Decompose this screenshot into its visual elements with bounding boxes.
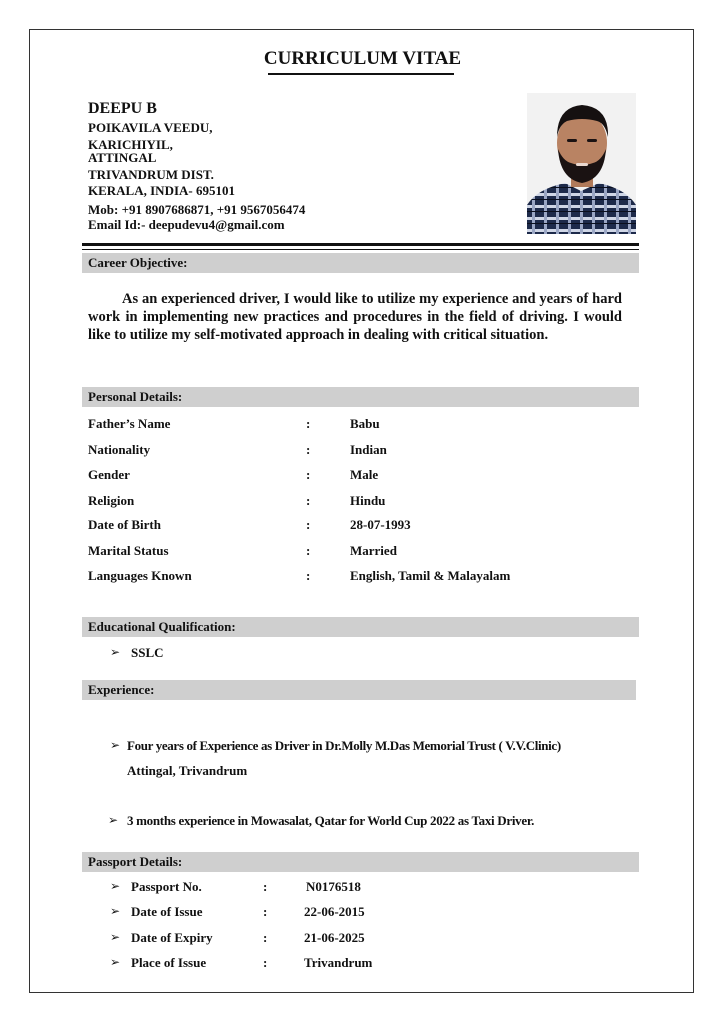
experience-item: 3 months experience in Mowasalat, Qatar for World Cup 2022 as Taxi Driver. bbox=[127, 813, 535, 828]
personal-detail-label: Marital Status bbox=[88, 543, 169, 558]
mobile-numbers: Mob: +91 8907686871, +91 9567056474 bbox=[88, 202, 306, 217]
section-header-personal-details: Personal Details: bbox=[82, 387, 639, 407]
bullet-arrow-icon: ➢ bbox=[110, 955, 121, 969]
address-line: KARICHIYIL, bbox=[88, 137, 173, 152]
personal-detail-label: Nationality bbox=[88, 442, 151, 457]
address-line: ATTINGAL bbox=[88, 150, 157, 165]
bullet-arrow-icon: ➢ bbox=[110, 904, 121, 918]
profile-photo bbox=[527, 93, 636, 234]
bullet-arrow-icon: ➢ bbox=[110, 930, 121, 944]
passport-value: N0176518 bbox=[306, 879, 361, 894]
address-line: TRIVANDRUM DIST. bbox=[88, 167, 214, 182]
personal-detail-value: Indian bbox=[350, 442, 387, 457]
personal-detail-label: Languages Known bbox=[88, 568, 192, 583]
section-header-career-objective: Career Objective: bbox=[82, 253, 639, 273]
bullet-arrow-icon: ➢ bbox=[108, 813, 119, 827]
passport-label: Place of Issue bbox=[131, 955, 207, 970]
personal-detail-label: Father’s Name bbox=[88, 416, 171, 431]
passport-separator: : bbox=[263, 879, 268, 894]
section-header-passport: Passport Details: bbox=[82, 852, 639, 872]
header-divider-thick bbox=[82, 243, 639, 246]
bullet-arrow-icon: ➢ bbox=[110, 738, 121, 752]
experience-item: Four years of Experience as Driver in Dr.Molly M.Das Memorial Trust ( V.V.Clinic) bbox=[127, 738, 561, 753]
section-header-experience: Experience: bbox=[82, 680, 636, 700]
passport-value: Trivandrum bbox=[304, 955, 373, 970]
passport-label: Date of Expiry bbox=[131, 930, 213, 945]
passport-separator: : bbox=[263, 904, 268, 919]
personal-detail-value: Babu bbox=[350, 416, 380, 431]
personal-detail-separator: : bbox=[306, 442, 311, 457]
personal-detail-separator: : bbox=[306, 543, 311, 558]
passport-value: 22-06-2015 bbox=[304, 904, 365, 919]
header-divider-thin bbox=[82, 249, 639, 250]
bullet-arrow-icon: ➢ bbox=[110, 645, 121, 659]
education-item: SSLC bbox=[131, 645, 164, 660]
passport-label: Passport No. bbox=[131, 879, 202, 894]
email-address: Email Id:- deepudevu4@gmail.com bbox=[88, 217, 285, 232]
personal-detail-separator: : bbox=[306, 467, 311, 482]
personal-detail-label: Date of Birth bbox=[88, 517, 161, 532]
personal-detail-label: Gender bbox=[88, 467, 130, 482]
passport-label: Date of Issue bbox=[131, 904, 203, 919]
personal-detail-value: English, Tamil & Malayalam bbox=[350, 568, 511, 583]
candidate-name: DEEPU B bbox=[88, 100, 157, 117]
passport-separator: : bbox=[263, 930, 268, 945]
personal-detail-separator: : bbox=[306, 416, 311, 431]
address-line: POIKAVILA VEEDU, bbox=[88, 120, 213, 135]
personal-detail-separator: : bbox=[306, 568, 311, 583]
personal-detail-value: 28-07-1993 bbox=[350, 517, 411, 532]
personal-detail-separator: : bbox=[306, 517, 311, 532]
bullet-arrow-icon: ➢ bbox=[110, 879, 121, 893]
personal-detail-separator: : bbox=[306, 493, 311, 508]
personal-detail-value: Married bbox=[350, 543, 397, 558]
section-header-education: Educational Qualification: bbox=[82, 617, 639, 637]
career-objective-text: As an experienced driver, I would like to utilize my experience and years of hard work in implementing new practices and procedures in the field of driving. I would like to utilize my self-motivated approach in dealing with critical situation. bbox=[88, 291, 622, 343]
experience-item-continued: Attingal, Trivandrum bbox=[127, 763, 248, 778]
passport-separator: : bbox=[263, 955, 268, 970]
passport-value: 21-06-2025 bbox=[304, 930, 365, 945]
personal-detail-label: Religion bbox=[88, 493, 135, 508]
document-title: CURRICULUM VITAE bbox=[263, 48, 462, 69]
address-line: KERALA, INDIA- 695101 bbox=[88, 183, 235, 198]
personal-detail-value: Male bbox=[350, 467, 379, 482]
title-underline bbox=[268, 73, 454, 75]
personal-detail-value: Hindu bbox=[350, 493, 386, 508]
